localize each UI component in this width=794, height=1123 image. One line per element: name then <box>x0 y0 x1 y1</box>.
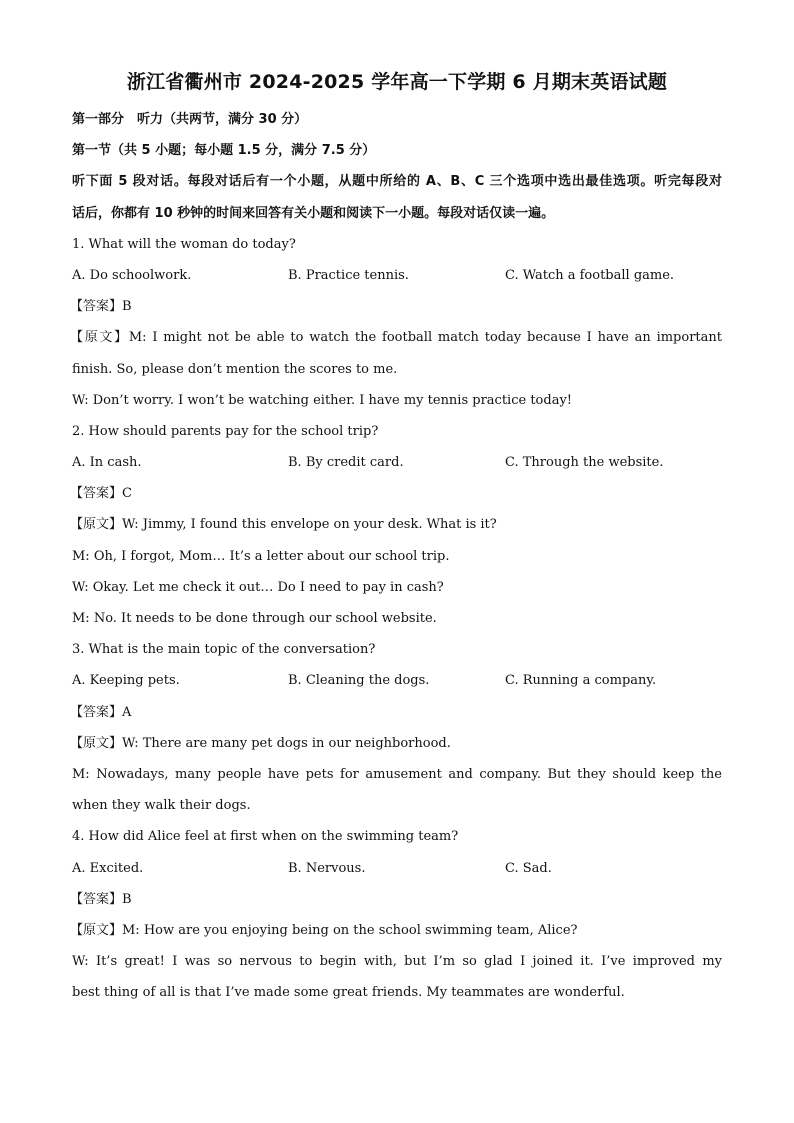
answer-label: 【答案】B <box>70 299 132 315</box>
transcript-line: when they walk their dogs. <box>72 798 251 814</box>
question-stem: 3. What is the main topic of the conversation? <box>72 642 376 658</box>
subsection-heading: 第一节（共 5 小题；每小题 1.5 分，满分 7.5 分） <box>72 143 376 159</box>
transcript-line: M: Nowadays, many people have pets for amusement and company. But they should keep the <box>72 766 722 782</box>
document-title: 浙江省衢州市 2024-2025 学年高一下学期 6 月期末英语试题 <box>126 71 668 93</box>
transcript-line: 【原文】M: How are you enjoying being on the school swimming team, Alice? <box>70 922 578 938</box>
question-options <box>72 447 722 478</box>
transcript-line: M: No. It needs to be done through our school website. <box>72 611 437 626</box>
transcript-line: W: Don’t worry. I won’t be watching either. I have my tennis practice today! <box>72 392 573 408</box>
question-stem: 2. How should parents pay for the school trip? <box>72 423 379 439</box>
document-body <box>72 104 722 1008</box>
answer-label: 【答案】A <box>70 704 132 720</box>
transcript-line: 【原文】M: I might not be able to watch the football match today because I have an important <box>70 330 722 346</box>
option-c: C. Sad. <box>505 860 552 876</box>
instructions-line-1: 听下面 5 段对话。每段对话后有一个小题，从题中所给的 A、B、C 三个选项中选出最佳选项。听完每段对 <box>72 174 722 190</box>
answer-label: 【答案】B <box>70 891 132 907</box>
option-a: A. Excited. <box>72 860 144 876</box>
question-stem: 1. What will the woman do today? <box>72 236 296 252</box>
part-heading: 第一部分 听力（共两节，满分 30 分） <box>72 112 308 127</box>
question-options <box>72 853 722 884</box>
question-options <box>72 260 722 291</box>
option-c: C. Through the website. <box>505 455 664 471</box>
transcript-line: 【原文】W: Jimmy, I found this envelope on your desk. What is it? <box>70 517 497 533</box>
transcript-line: best thing of all is that I’ve made some great friends. My teammates are wonderful. <box>72 985 625 1001</box>
option-b: B. Practice tennis. <box>288 267 409 283</box>
transcript-line: M: Oh, I forgot, Mom… It’s a letter about our school trip. <box>72 548 450 564</box>
option-b: B. Cleaning the dogs. <box>288 673 430 689</box>
option-c: C. Watch a football game. <box>505 267 675 283</box>
answer-label: 【答案】C <box>70 486 132 502</box>
option-a: A. Keeping pets. <box>72 673 180 689</box>
option-a: A. In cash. <box>72 455 142 471</box>
option-b: B. Nervous. <box>288 860 366 876</box>
transcript-line: 【原文】W: There are many pet dogs in our neighborhood. <box>70 735 451 751</box>
question-stem: 4. How did Alice feel at first when on the swimming team? <box>72 829 459 845</box>
question-options <box>72 665 722 696</box>
option-a: A. Do schoolwork. <box>72 267 192 283</box>
option-b: B. By credit card. <box>288 455 404 471</box>
transcript-line: W: It’s great! I was so nervous to begin with, but I’m so glad I joined it. I’ve improved my <box>72 954 722 970</box>
instructions-line-2: 话后，你都有 10 秒钟的时间来回答有关小题和阅读下一小题。每段对话仅读一遍。 <box>72 205 555 221</box>
transcript-line: finish. So, please don’t mention the scores to me. <box>72 361 398 377</box>
transcript-line: W: Okay. Let me check it out… Do I need to pay in cash? <box>72 579 444 595</box>
option-c: C. Running a company. <box>505 673 657 689</box>
